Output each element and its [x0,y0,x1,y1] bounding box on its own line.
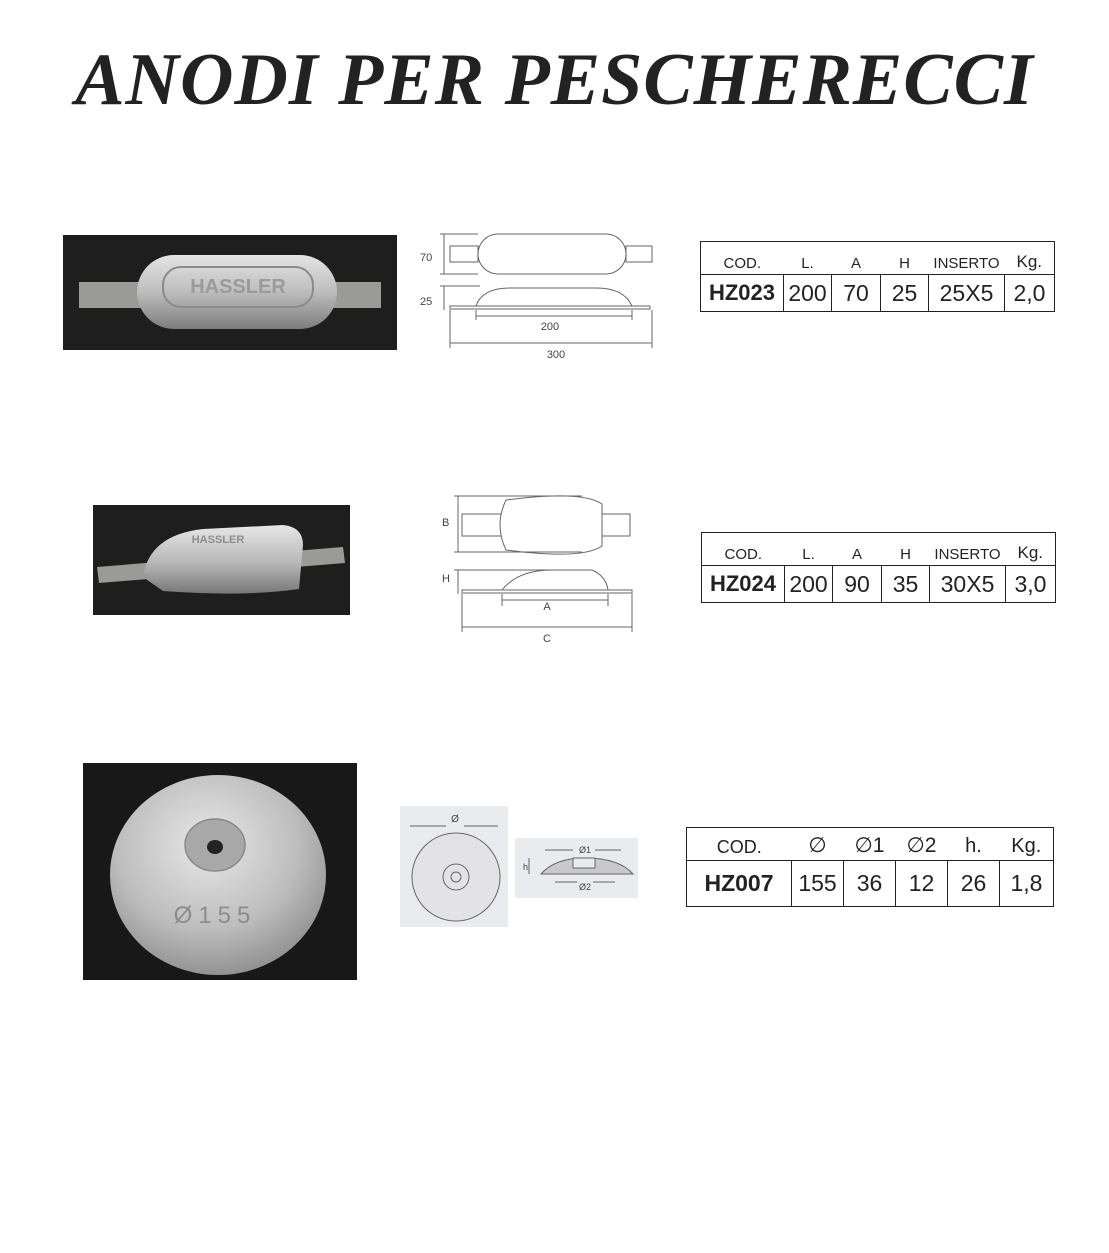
header-code: COD. [724,546,762,563]
photo-embossed-text: Ø155 [173,902,257,929]
value-diameter: 155 [792,861,844,907]
value-weight: 3,0 [1006,566,1056,603]
technical-drawing-hz023 [410,228,660,368]
dim-side: H [442,573,450,585]
dim-top: 70 [420,252,433,264]
header-weight: Kg. [1016,252,1043,271]
dim-d2: Ø2 [578,882,592,892]
header-weight: Kg. [1017,543,1044,562]
header-diameter: ∅ [808,834,827,857]
photo-embossed-text: HASSLER [191,534,245,546]
header-length: L. [801,255,814,272]
header-d2: ∅2 [906,834,937,857]
value-width: 90 [833,566,882,603]
spec-table-hz023 [700,241,1055,312]
dim-outer: 300 [546,349,566,361]
value-insert: 25X5 [929,275,1005,312]
header-h: h. [965,835,982,857]
value-height: 35 [882,566,930,603]
header-insert: INSERTO [933,255,1000,272]
value-weight: 2,0 [1005,275,1055,312]
value-d1: 36 [844,861,896,907]
technical-drawing-hz007-front [400,806,508,927]
spec-table-hz024 [701,532,1056,603]
value-width: 70 [832,275,881,312]
dim-top: B [442,517,450,529]
header-code: COD. [716,837,762,857]
header-height: H [899,255,910,272]
anode-photo-hz024 [93,505,350,615]
value-weight: 1,8 [1000,861,1054,907]
header-d1: ∅1 [854,834,885,857]
dim-outer: C [543,633,551,645]
header-weight: Kg. [1011,835,1042,857]
value-length: 200 [785,566,833,603]
dim-d1: Ø1 [578,845,592,855]
value-code: HZ023 [701,275,784,312]
dim-side: 25 [420,296,433,308]
technical-drawing-hz007-section [515,838,638,898]
anode-photo-hz023 [63,235,397,350]
dim-h: h [523,862,529,872]
anode-photo-hz007 [83,763,357,980]
value-insert: 30X5 [930,566,1006,603]
photo-embossed-text: HASSLER [190,276,286,298]
value-height: 25 [881,275,929,312]
value-code: HZ007 [687,861,792,907]
header-code: COD. [723,255,761,272]
technical-drawing-hz024 [432,490,642,650]
dim-inner: A [543,601,551,613]
header-width: A [850,255,861,272]
header-insert: INSERTO [934,546,1001,563]
value-length: 200 [784,275,832,312]
dim-diameter: Ø [451,814,459,825]
spec-table-hz007 [686,827,1054,907]
dim-inner: 200 [540,321,560,333]
value-code: HZ024 [702,566,785,603]
header-height: H [900,546,911,563]
value-h: 26 [948,861,1000,907]
value-d2: 12 [896,861,948,907]
header-length: L. [802,546,815,563]
header-width: A [851,546,862,563]
page-title: ANODI PER PESCHERECCI [75,39,1034,121]
